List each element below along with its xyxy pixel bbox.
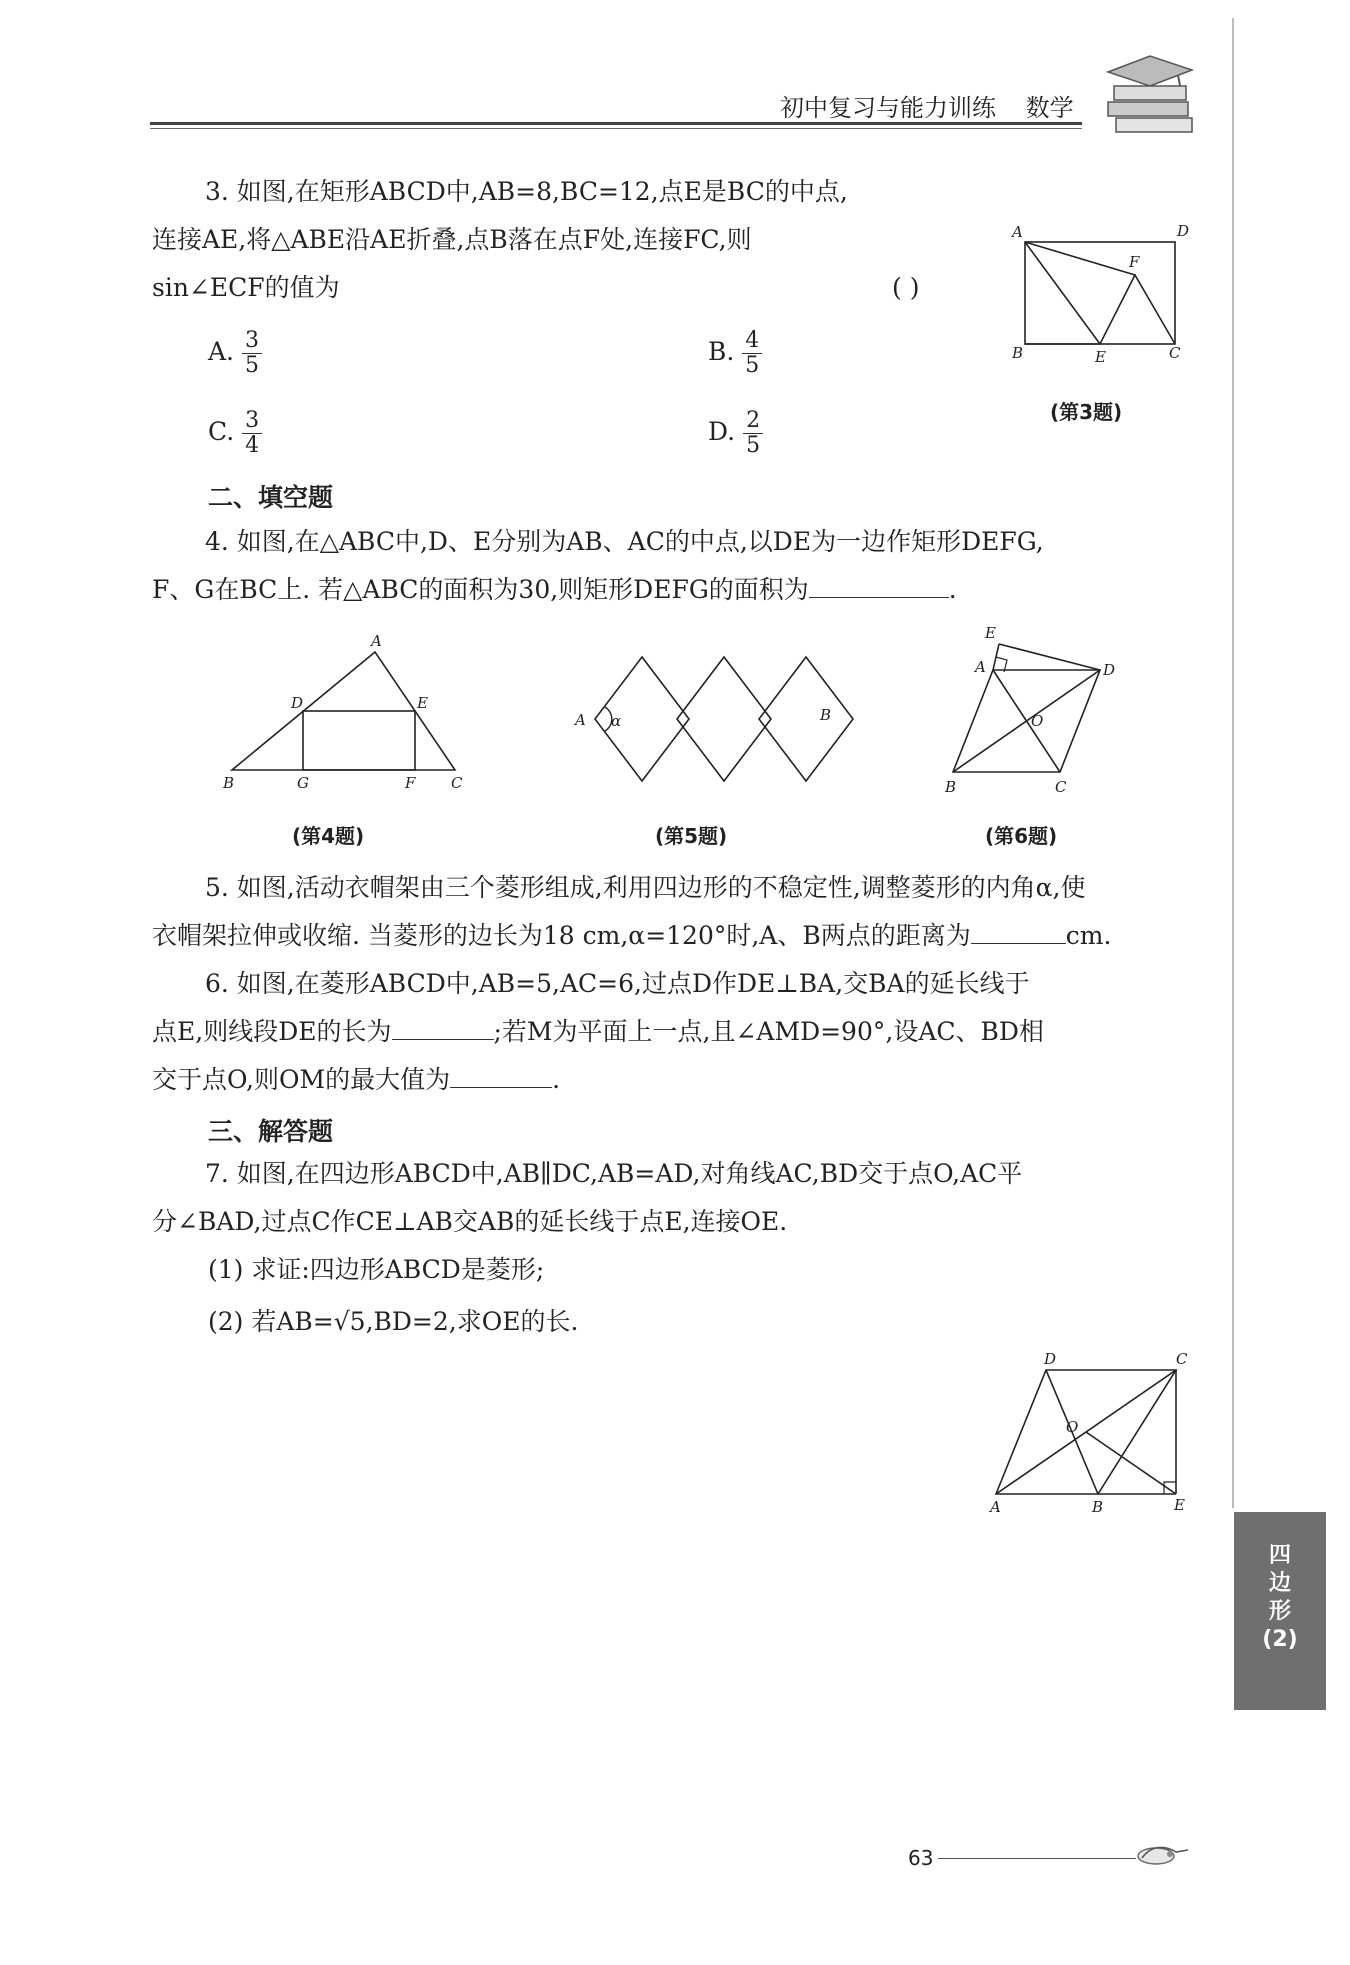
q6-line2 xyxy=(152,1008,1044,1055)
q3-option-c xyxy=(208,408,262,458)
side-tab-char-4: (2) xyxy=(1262,1627,1298,1652)
chapter-side-tab xyxy=(1234,1512,1326,1710)
fig5-label-a: A xyxy=(575,711,586,729)
option-b-num: 4 xyxy=(742,329,762,354)
option-c-fraction xyxy=(242,409,262,458)
side-tab-char-2: 边 xyxy=(1268,1571,1291,1596)
fig7-label-o: O xyxy=(1066,1418,1079,1436)
fig3-label-f: F xyxy=(1129,253,1140,271)
q4-line2-text: F、G在BC上. 若△ABC的面积为30,则矩形DEFG的面积为 xyxy=(152,575,809,604)
header xyxy=(150,88,1220,128)
q3-line3: sin∠ECF的值为 xyxy=(152,273,340,302)
option-b-den: 5 xyxy=(745,353,760,378)
fig4-label-c: C xyxy=(451,774,463,792)
option-c-num: 3 xyxy=(242,409,262,434)
fig6-label-e: E xyxy=(985,624,996,642)
figure-5 xyxy=(565,645,855,795)
q7-line2: 分∠BAD,过点C作CE⊥AB交AB的延长线于点E,连接OE. xyxy=(152,1207,788,1236)
fig3-label-b: B xyxy=(1012,344,1024,362)
q5-line2-unit: cm. xyxy=(1065,921,1112,950)
option-a-den: 5 xyxy=(244,353,259,378)
fig6-label-a: A xyxy=(975,658,986,676)
q6-caption: (第6题) xyxy=(985,824,1058,848)
fig7-label-a: A xyxy=(990,1498,1001,1516)
side-tab-text xyxy=(1234,1542,1326,1654)
fig6-label-o: O xyxy=(1031,712,1044,730)
fig3-label-d: D xyxy=(1177,222,1190,240)
q6-line3-end: . xyxy=(552,1065,561,1094)
option-a-num: 3 xyxy=(242,329,262,354)
header-rule-thin xyxy=(150,128,1082,129)
q7-part1: (1) 求证:四边形ABCD是菱形; xyxy=(208,1255,545,1284)
q6-line3 xyxy=(152,1056,560,1103)
option-b-label: B. xyxy=(708,337,735,366)
fig3-label-c: C xyxy=(1169,344,1181,362)
books-logo-icon xyxy=(1100,52,1200,138)
option-b-fraction xyxy=(742,329,762,378)
fig7-label-e: E xyxy=(1174,1496,1185,1514)
fig3-label-a: A xyxy=(1012,223,1023,241)
option-d-den: 5 xyxy=(746,433,761,458)
book-title: 初中复习与能力训练 xyxy=(780,94,996,122)
q5-answer-blank[interactable] xyxy=(971,913,1066,944)
q3-option-a xyxy=(208,328,262,378)
fig4-label-a: A xyxy=(371,632,382,650)
q4-line2-end: . xyxy=(948,575,957,604)
fig4-label-b: B xyxy=(223,774,235,792)
q6-answer-blank-1[interactable] xyxy=(392,1009,494,1040)
fig7-label-b: B xyxy=(1092,1498,1104,1516)
fig7-label-c: C xyxy=(1176,1350,1188,1368)
q5-line2-text: 衣帽架拉伸或收缩. 当菱形的边长为18 cm,α=120°时,A、B两点的距离为 xyxy=(152,921,971,950)
q6-answer-blank-2[interactable] xyxy=(450,1057,552,1088)
q4-line2 xyxy=(152,566,957,613)
figure-3 xyxy=(1005,222,1205,372)
pen-icon xyxy=(1132,1840,1192,1870)
page-number: 63 xyxy=(908,1846,934,1870)
q6-line2-rest: ;若M为平面上一点,且∠AMD=90°,设AC、BD相 xyxy=(493,1017,1044,1046)
header-title xyxy=(780,88,1074,123)
q3-line1: 3. 如图,在矩形ABCD中,AB=8,BC=12,点E是BC的中点, xyxy=(205,177,848,206)
header-rule xyxy=(150,122,1082,125)
figure-7 xyxy=(980,1348,1200,1518)
fig7-label-d: D xyxy=(1044,1350,1057,1368)
figure-4 xyxy=(215,632,475,792)
fig4-label-g: G xyxy=(297,774,309,792)
q7-part2: (2) 若AB=√5,BD=2,求OE的长. xyxy=(208,1307,579,1336)
q3-caption: (第3题) xyxy=(1050,400,1123,424)
fig4-label-f: F xyxy=(405,774,416,792)
q6-line2-text: 点E,则线段DE的长为 xyxy=(152,1017,392,1046)
fig6-label-c: C xyxy=(1055,778,1067,796)
subject-label: 数学 xyxy=(1025,94,1074,122)
fig4-label-d: D xyxy=(291,694,304,712)
option-d-num: 2 xyxy=(743,409,763,434)
option-a-label: A. xyxy=(208,337,235,366)
fig5-label-alpha: α xyxy=(611,712,622,730)
q6-line3-text: 交于点O,则OM的最大值为 xyxy=(152,1065,451,1094)
q3-option-b xyxy=(708,328,762,378)
q7-line1: 7. 如图,在四边形ABCD中,AB∥DC,AB=AD,对角线AC,BD交于点O,AC平 xyxy=(205,1159,1023,1188)
q5-line2 xyxy=(152,912,1111,959)
section3-title: 三、解答题 xyxy=(208,1117,334,1146)
option-d-label: D. xyxy=(708,417,736,446)
fig6-label-d: D xyxy=(1103,661,1116,679)
fig4-label-e: E xyxy=(417,694,428,712)
section2-title: 二、填空题 xyxy=(208,483,334,512)
figure-6 xyxy=(935,622,1135,802)
q4-line1: 4. 如图,在△ABC中,D、E分别为AB、AC的中点,以DE为一边作矩形DEFG, xyxy=(205,527,1044,556)
option-c-den: 4 xyxy=(245,433,260,458)
q5-line1: 5. 如图,活动衣帽架由三个菱形组成,利用四边形的不稳定性,调整菱形的内角α,使 xyxy=(205,873,1086,902)
side-tab-char-3: 形 xyxy=(1268,1599,1291,1624)
q4-answer-blank[interactable] xyxy=(809,567,949,598)
footer-rule xyxy=(938,1858,1136,1859)
q4-caption: (第4题) xyxy=(292,824,365,848)
q3-option-d xyxy=(708,408,763,458)
option-a-fraction xyxy=(242,329,262,378)
option-c-label: C. xyxy=(208,417,235,446)
fig3-label-e: E xyxy=(1095,348,1106,366)
q3-line2: 连接AE,将△ABE沿AE折叠,点B落在点F处,连接FC,则 xyxy=(152,225,752,254)
fig6-label-b: B xyxy=(945,778,957,796)
fig5-label-b-overlay: B xyxy=(820,706,832,724)
right-margin-line xyxy=(1232,18,1234,1508)
option-d-fraction xyxy=(743,409,763,458)
side-tab-char-1: 四 xyxy=(1268,1543,1291,1568)
q6-line1: 6. 如图,在菱形ABCD中,AB=5,AC=6,过点D作DE⊥BA,交BA的延长线于 xyxy=(205,969,1030,998)
q3-answer-paren: ( ) xyxy=(892,273,920,302)
q5-caption: (第5题) xyxy=(655,824,728,848)
